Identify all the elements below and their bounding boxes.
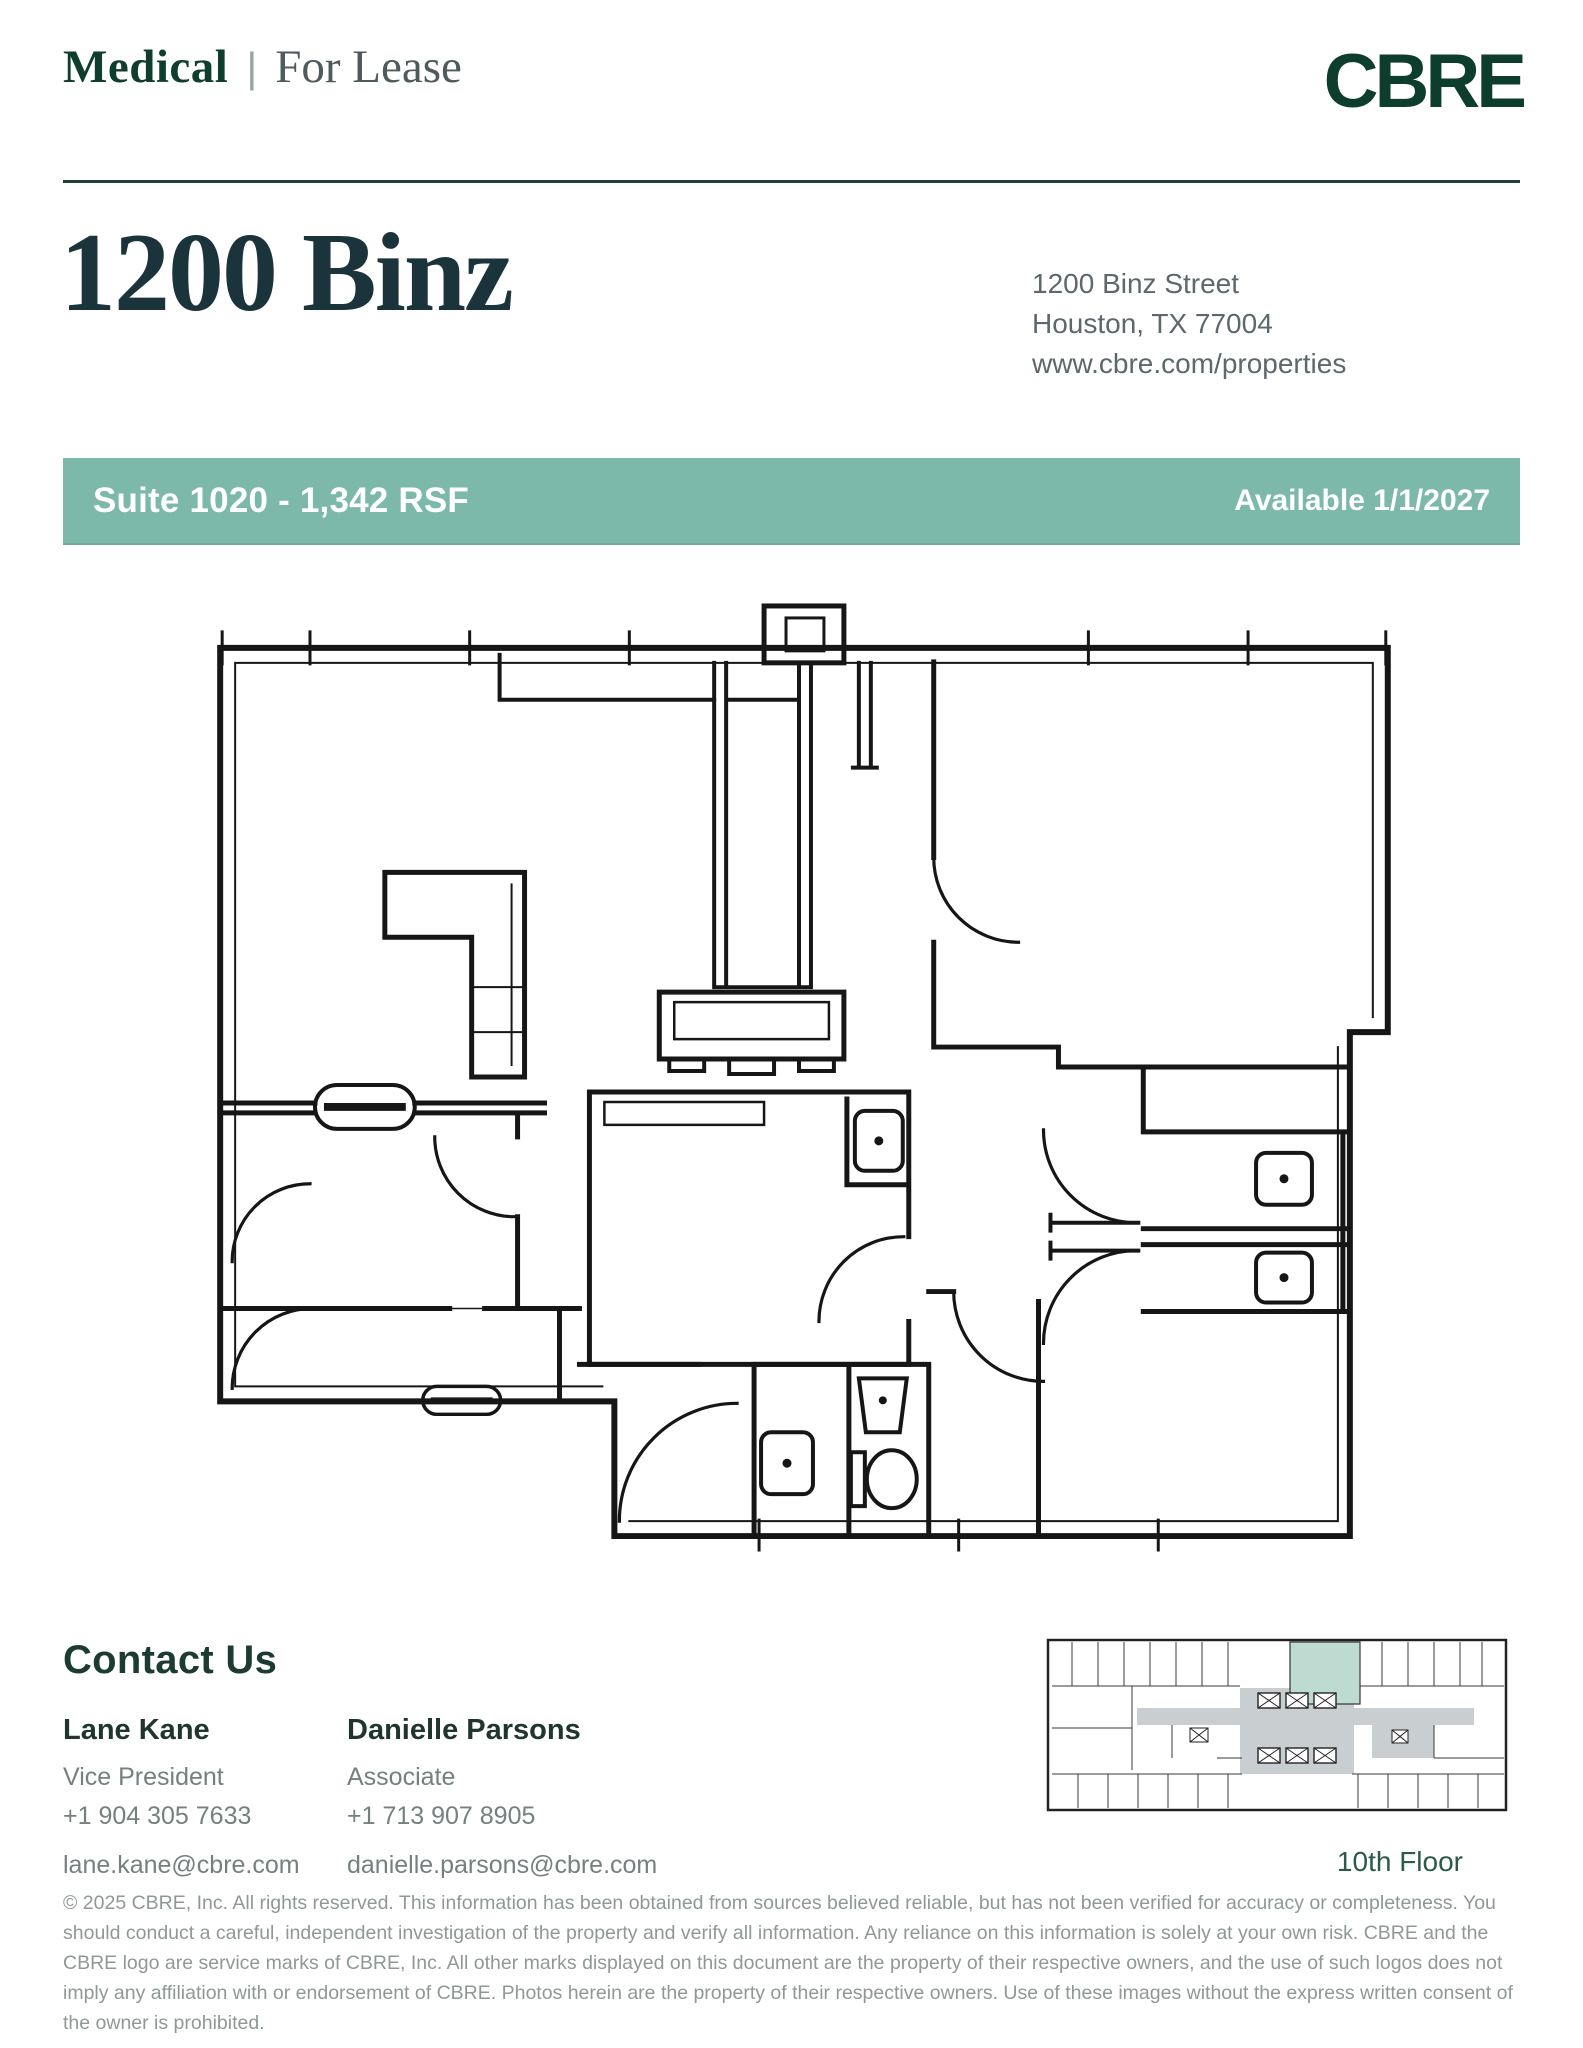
reception-counter (385, 872, 525, 1077)
reception-walls (225, 1103, 579, 1309)
suite-label: Suite 1020 - 1,342 RSF (93, 480, 469, 520)
agent-card (63, 1714, 333, 1880)
disclaimer-text: © 2025 CBRE, Inc. All rights reserved. This information has been obtained from sources believed reliable, but has not been verified for accuracy or completeness. You should conduct a careful, independent investigation of the property and verify all information. Any reliance on this information is solely at your own risk. CBRE and the CBRE logo are service marks of CBRE, Inc. All other marks displayed on this document are the property of their respective owners, and the use of such logos does not imply any affiliation with or endorsement of CBRE. Photos herein are the property of their respective owners. Use of these images without the express written consent of the owner is prohibited. (63, 1892, 1513, 2034)
availability-label: Available 1/1/2027 (1234, 483, 1490, 517)
agent-phone: +1 713 907 8905 (347, 1802, 536, 1830)
chase-walls (714, 663, 811, 987)
address-block (1032, 264, 1346, 384)
agent-title: Vice President (63, 1763, 224, 1791)
room-walls-topright (934, 662, 1350, 1312)
reception-counter-inner (472, 884, 525, 1065)
header (63, 40, 462, 94)
address-line-1: 1200 Binz Street (1032, 268, 1240, 299)
website-link[interactable]: www.cbre.com/properties (1032, 348, 1347, 379)
agent-email[interactable]: lane.kane@cbre.com (63, 1851, 300, 1879)
key-plan-floor-label: 10th Floor (1336, 1846, 1463, 1877)
agent-name: Lane Kane (63, 1714, 210, 1746)
agent-email[interactable]: danielle.parsons@cbre.com (347, 1851, 658, 1879)
basin-drain (879, 1396, 887, 1404)
header-rule (63, 180, 1520, 183)
room-walls-lower (559, 1292, 1038, 1537)
floor-plan (158, 588, 1430, 1566)
floor-plan-svg (158, 588, 1430, 1566)
address-line-2: Houston, TX 77004 (1032, 308, 1273, 339)
agent-title: Associate (347, 1763, 456, 1791)
header-category: Medical (63, 41, 229, 93)
door-arcs (232, 857, 1136, 1521)
agent-card (347, 1714, 667, 1880)
cabinet-inner (674, 1002, 829, 1039)
key-plan (1042, 1630, 1512, 1825)
basin-icon (859, 1378, 907, 1432)
toilet-bowl (867, 1450, 917, 1508)
cbre-logo: CBRE (1323, 39, 1523, 124)
agent-name: Danielle Parsons (347, 1714, 581, 1746)
upper-partitions (500, 655, 877, 768)
suite-banner (63, 458, 1520, 545)
page-title: 1200 Binz (60, 211, 512, 335)
central-recess (604, 1102, 764, 1125)
agent-phone: +1 904 305 7633 (63, 1802, 252, 1830)
header-divider: | (246, 44, 258, 91)
key-plan-svg (1042, 1630, 1512, 1825)
contact-heading: Contact Us (63, 1638, 278, 1682)
header-status: For Lease (275, 41, 462, 93)
toilet-tank (851, 1452, 865, 1506)
shaft-box (764, 606, 844, 663)
